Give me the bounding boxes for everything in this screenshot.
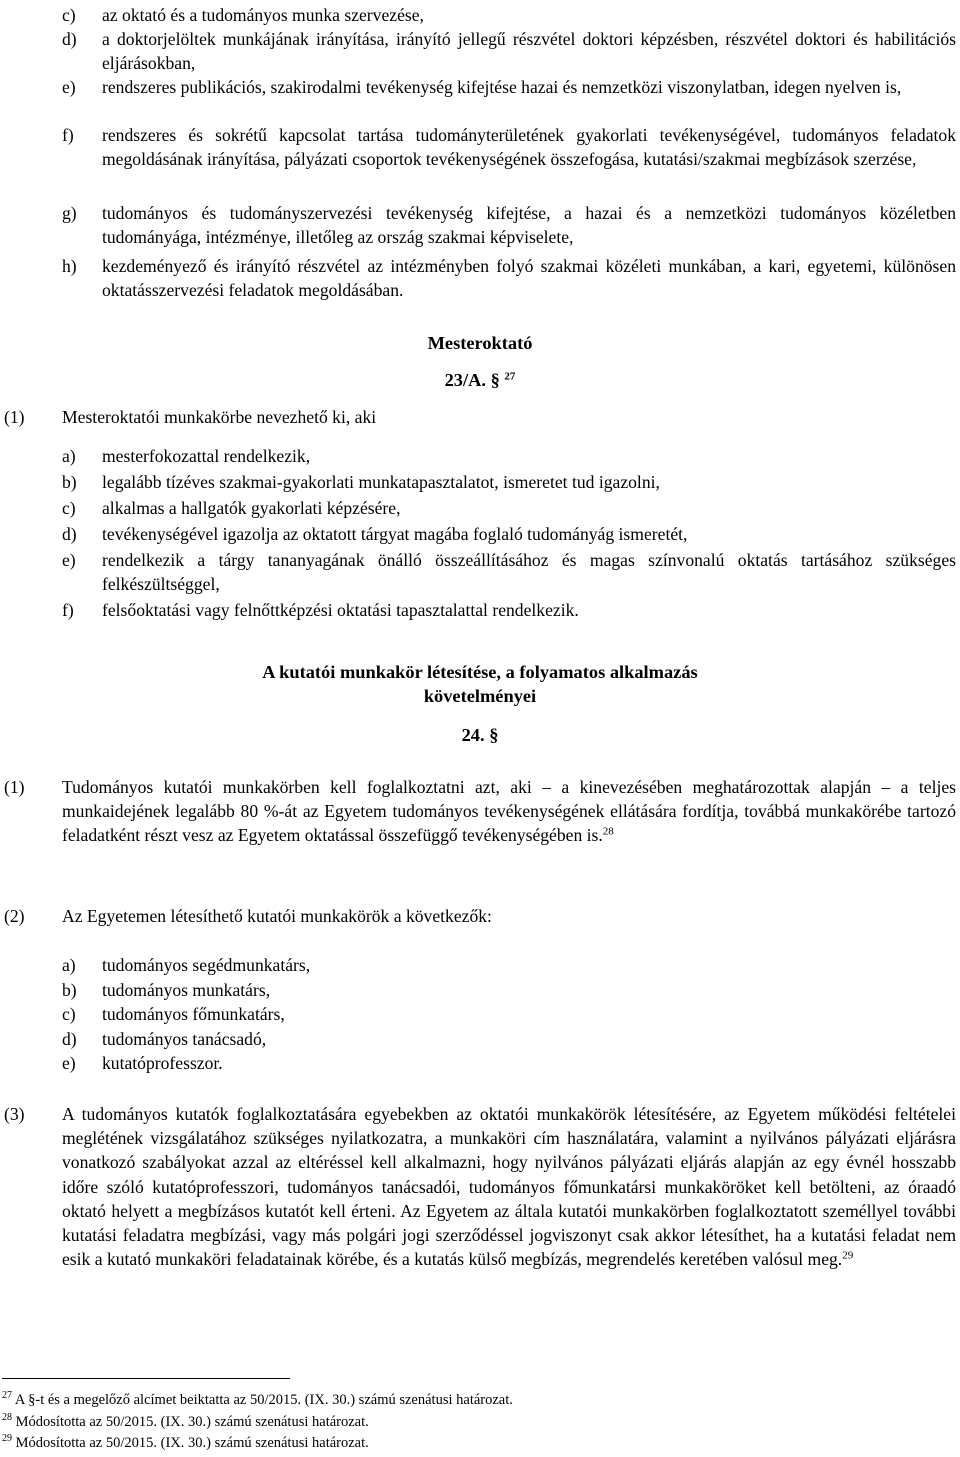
list-item-label: e) <box>62 550 76 570</box>
list-item-label: d) <box>62 1028 77 1049</box>
list-item-text: kutatóprofesszor. <box>102 1053 223 1073</box>
footnote-number: 27 <box>2 1390 12 1401</box>
list-item-text: tevékenységével igazolja az oktatott tárgyat magába foglaló tudományág ismeretét, <box>102 524 688 544</box>
list-item-text: mesterfokozattal rendelkezik, <box>102 446 311 466</box>
paragraph-text: A tudományos kutatók foglalkoztatására egyebekben az oktatói munkakörök létesítésére, az Egyetem működési feltételei meglétének vizsgálatához szükséges nyilatkozatra, a munkaköri cím használatára, valamint a nyilvános pályázati eljárásra vonatkozó szabályokat azzal az eltéréssel kell alkalmazni, hogy nyilvános pályázati eljárás alapján az egy évnél hosszabb időre szóló kutatóprofesszori, tudományos tanácsadói, tudományos főmunkatársi munkaköröket kell betölteni, az óraadó oktató helyett a megbízásos kutatót kell érteni. Az Egyetem az általa kutatói munkakörben foglalkoztatott személlyel további kutatási feladatra megbízási, vagy más polgári jogi szerződéssel jogviszonyt csak akkor létesíthet, ha a kutatási feladat nem esik a kutató munkaköri feladatainak körébe, és a kutatás külső megbízás, megrendelés keretében valósul meg. <box>62 1104 956 1270</box>
list-item-text: rendszeres publikációs, szakirodalmi tevékenység kifejtése hazai és nemzetközi viszonylatban, idegen nyelven is, <box>102 77 902 97</box>
section-title-line: A kutatói munkakör létesítése, a folyamatos alkalmazás <box>262 662 698 682</box>
list-item <box>62 201 956 254</box>
paragraph-3 <box>0 1102 956 1271</box>
list-item-label: h) <box>62 256 77 276</box>
footnote <box>2 1392 513 1409</box>
list-item-label: d) <box>62 524 77 544</box>
list-item-label: b) <box>62 979 77 1000</box>
paragraph-body <box>62 1102 956 1271</box>
list-item-label: c) <box>62 1004 76 1024</box>
list-item-text: az oktató és a tudományos munka szervezése, <box>102 5 424 25</box>
paragraph-1 <box>0 775 956 848</box>
list-item-label: a) <box>62 446 76 466</box>
list-item-label: d) <box>62 29 77 49</box>
list-item-label: a) <box>62 955 76 975</box>
list-item-text: felsőoktatási vagy felnőttképzési oktatási tapasztalattal rendelkezik. <box>102 600 579 620</box>
paragraph-number: (3) <box>4 1104 25 1124</box>
list-item-label: f) <box>62 600 74 620</box>
list-item-label: e) <box>62 77 76 97</box>
list-item-text: rendszeres és sokrétű kapcsolat tartása tudományterületének gyakorlati tevékenységével, tudományos feladatok megoldásának irányítása, pályázati csoportok tevékenységének összefogása, kutatási/szakmai megbízások szerzése, <box>102 125 956 170</box>
footnote-ref: 27 <box>504 370 516 383</box>
list-mesteroktato <box>62 444 956 624</box>
list-item-text: tudományos főmunkatárs, <box>102 1004 285 1024</box>
list-item <box>62 27 956 75</box>
list-item-text: tudományos munkatárs, <box>102 979 271 1000</box>
footnote-text: Módosította az 50/2015. (IX. 30.) számú szenátusi határozat. <box>15 1435 369 1451</box>
list-item <box>62 522 956 548</box>
list-item-label: b) <box>62 472 77 492</box>
section-title-line: követelményei <box>423 686 537 707</box>
list-item <box>62 598 956 624</box>
list-item-label: c) <box>62 5 76 25</box>
list-item <box>62 123 956 201</box>
list-item <box>62 1051 956 1076</box>
list-item-label: c) <box>62 498 76 518</box>
list-item <box>62 548 956 598</box>
paragraph-number: (1) <box>4 777 25 797</box>
list-item-text: a doktorjelöltek munkájának irányítása, irányító jellegű részvétel doktori képzésben, részvétel doktori és habilitációs eljárásokban, <box>102 29 956 74</box>
list-item <box>62 470 956 496</box>
list-item-text: alkalmas a hallgatók gyakorlati képzésére, <box>102 498 401 518</box>
list-item <box>62 953 956 978</box>
list-item <box>62 75 956 123</box>
list-item <box>62 1027 956 1052</box>
list-item <box>62 1002 956 1027</box>
footnote-text: A §-t és a megelőző alcímet beiktatta az 50/2015. (IX. 30.) számú szenátusi határozat. <box>14 1392 513 1408</box>
footnote-divider <box>2 1378 290 1379</box>
footnote <box>2 1435 369 1452</box>
list-item <box>62 3 956 27</box>
section-number-text: 23/A. § <box>444 370 500 390</box>
list-item-label: g) <box>62 203 77 223</box>
list-item-text: rendelkezik a tárgy tananyagának önálló összeállításához és magas színvonalú oktatás tartásához szükséges felkészültséggel, <box>102 550 956 595</box>
section-number <box>0 368 960 392</box>
paragraph-number: (1) <box>4 407 25 427</box>
list-item <box>62 254 956 302</box>
list-item <box>62 496 956 522</box>
footnote-number: 28 <box>2 1412 12 1423</box>
list-kutatoi <box>62 953 956 1076</box>
paragraph-body <box>62 775 956 848</box>
paragraph-number: (2) <box>4 906 25 926</box>
section-title: Mesteroktató <box>427 333 533 353</box>
list-item-label: f) <box>62 125 74 145</box>
paragraph-text: Mesteroktatói munkakörbe nevezhető ki, aki <box>62 407 377 427</box>
footnote <box>2 1414 369 1431</box>
section-number: 24. § <box>461 725 499 745</box>
list-item-text: tudományos segédmunkatárs, <box>102 955 311 975</box>
section-title <box>0 660 960 708</box>
list-item <box>62 444 956 470</box>
list-item-label: e) <box>62 1053 76 1073</box>
list-item <box>62 978 956 1003</box>
paragraph-text: Tudományos kutatói munkakörben kell foglalkoztatni azt, aki – a kinevezésében meghatározottak alapján – a teljes munkaidejének legalább 80 %-át az Egyetem tudományos tevékenységének ellátására fordítja, továbbá munkakörébe tartozó feladatként részt vesz az Egyetem oktatással összefüggő tevékenységében is. <box>62 777 956 846</box>
footnote-ref: 29 <box>842 1249 854 1262</box>
list-top <box>62 3 956 302</box>
list-item-text: tudományos és tudományszervezési tevékenység kifejtése, a hazai és a nemzetközi tudományos közéletben tudományága, intézménye, illetőleg az ország szakmai képviselete, <box>102 203 956 248</box>
list-item-text: kezdeményező és irányító részvétel az intézményben folyó szakmai közéleti munkában, a kari, egyetemi, különösen oktatásszervezési feladatok megoldásában. <box>102 256 956 301</box>
footnote-number: 29 <box>2 1433 12 1444</box>
list-item-text: tudományos tanácsadó, <box>102 1028 267 1049</box>
footnote-ref: 28 <box>602 825 614 838</box>
paragraph-text: Az Egyetemen létesíthető kutatói munkakörök a következők: <box>62 906 492 926</box>
footnote-text: Módosította az 50/2015. (IX. 30.) számú szenátusi határozat. <box>15 1414 369 1430</box>
list-item-text: legalább tízéves szakmai-gyakorlati munkatapasztalatot, ismeretet tud igazolni, <box>102 472 660 492</box>
